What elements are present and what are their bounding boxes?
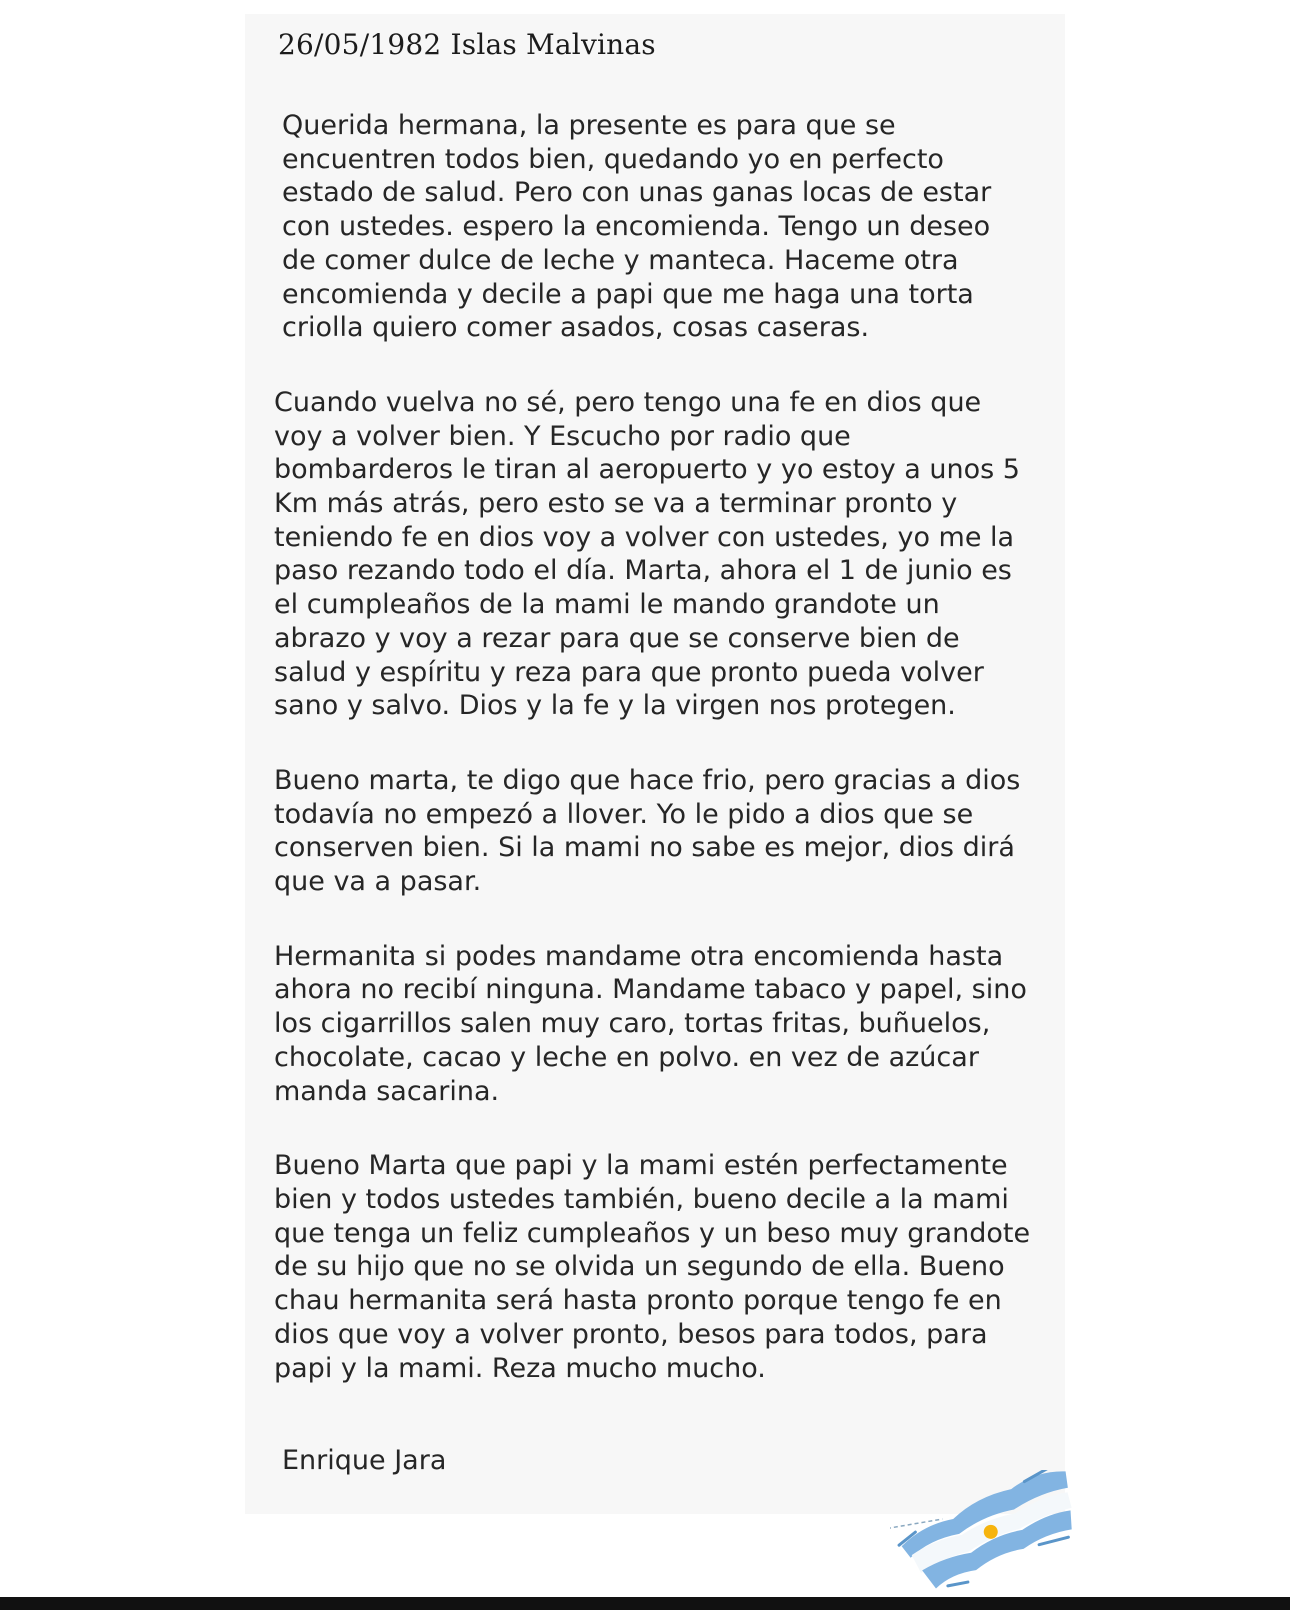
letter-body bbox=[274, 109, 1064, 1426]
bottom-bar bbox=[0, 1597, 1290, 1610]
letter-paragraph-5: Bueno Marta que papi y la mami estén perfectamente bien y todos ustedes también, bueno decile a la mami que tenga un feliz cumpleaños y un beso muy grandote de su hijo que no se olvida un segundo de ella. Bueno chau hermanita será hasta pronto porque tengo fe en dios que voy a volver pronto, besos para todos, para papi y la mami. Reza mucho mucho. bbox=[274, 1150, 1031, 1384]
letter-date-line: 26/05/1982 Islas Malvinas bbox=[278, 28, 656, 61]
letter-paragraph-3: Bueno marta, te digo que hace frio, pero gracias a dios todavía no empezó a llover. Yo le pido a dios que se conserven bien. Si la mami no sabe es mejor, dios dirá que va a pasar. bbox=[274, 764, 1021, 898]
letter-paragraph-4: Hermanita si podes mandame otra encomienda hasta ahora no recibí ninguna. Mandame tabaco y papel, sino los cigarrillos salen muy caro, tortas fritas, buñuelos, chocolate, cacao y leche en polvo. en vez de azúcar manda sacarina. bbox=[274, 940, 1027, 1107]
letter-paragraph-2: Cuando vuelva no sé, pero tengo una fe en dios que voy a volver bien. Y Escucho por radio que bombarderos le tiran al aeropuerto y yo estoy a unos 5 Km más atrás, pero esto se va a terminar pronto y teniendo fe en dios voy a volver con ustedes, yo me la paso rezando todo el día. Marta, ahora el 1 de junio es el cumpleaños de la mami le mando grandote un abrazo y voy a rezar para que se conserve bien de salud y espíritu y reza para que pronto pueda volver sano y salvo. Dios y la fe y la virgen nos protegen. bbox=[274, 386, 1020, 722]
letter-signature: Enrique Jara bbox=[282, 1445, 447, 1476]
letter-paragraph-1: Querida hermana, la presente es para que se encuentren todos bien, quedando yo en perfecto estado de salud. Pero con unas ganas locas de estar con ustedes. espero la encomienda. Tengo un deseo de comer dulce de leche y manteca. Haceme otra encomienda y decile a papi que me haga una torta criolla quiero comer asados, cosas caseras. bbox=[282, 110, 992, 344]
argentina-flag-brushstroke-icon bbox=[890, 1470, 1090, 1590]
